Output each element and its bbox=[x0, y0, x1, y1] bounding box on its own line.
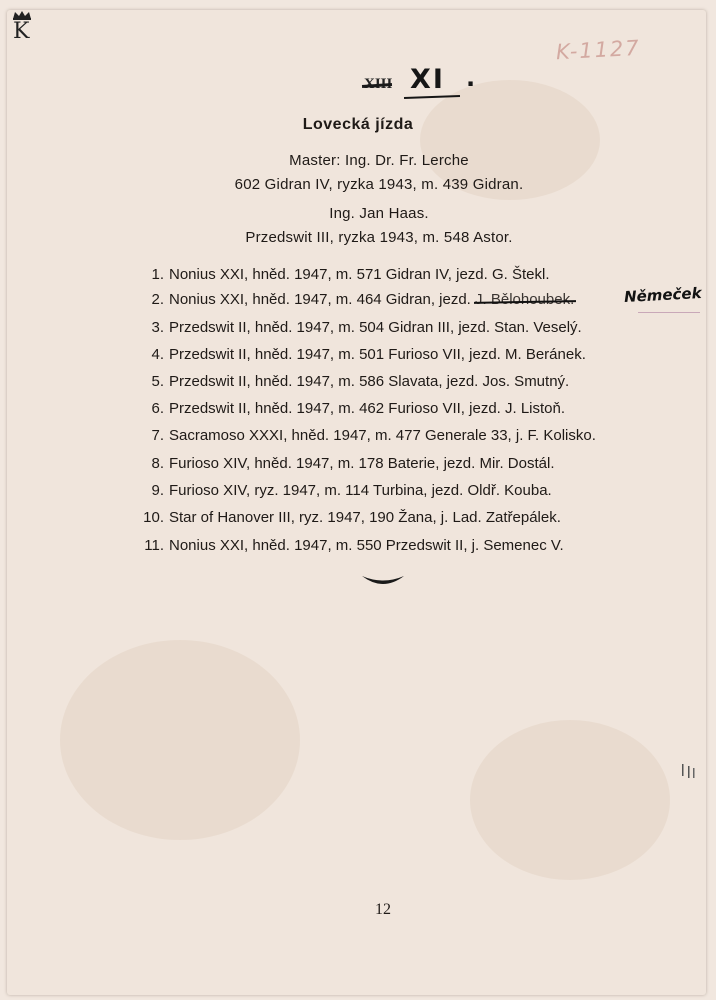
master-line: Master: Ing. Dr. Fr. Lerche bbox=[289, 152, 469, 169]
end-ornament-icon bbox=[360, 572, 406, 592]
entry-number: 3. bbox=[151, 319, 164, 336]
entry-number: 9. bbox=[151, 482, 164, 499]
margin-marks-icon bbox=[680, 762, 700, 782]
list-item bbox=[138, 507, 561, 529]
section-number-dot: . bbox=[466, 64, 476, 92]
page-title: Lovecká jízda bbox=[302, 116, 414, 133]
entry-number: 5. bbox=[151, 373, 164, 390]
list-item bbox=[138, 453, 554, 475]
list-item bbox=[138, 344, 586, 366]
collection-logo bbox=[11, 10, 33, 46]
entry-number: 7. bbox=[151, 427, 164, 444]
entry-number: 4. bbox=[151, 346, 164, 363]
entry-number: 10. bbox=[143, 509, 164, 526]
list-item bbox=[138, 264, 550, 286]
second-horse-line: Przedswit III, ryzka 1943, m. 548 Astor. bbox=[245, 229, 513, 246]
master-horse-line: 602 Gidran IV, ryzka 1943, m. 439 Gidran. bbox=[234, 176, 524, 193]
list-item bbox=[138, 317, 582, 339]
handwritten-section-number: XI bbox=[410, 64, 445, 95]
entry-text: Nonius XXI, hněd. 1947, m. 550 Przedswit II, j. Semenec V. bbox=[169, 537, 564, 554]
entry-text: Przedswit II, hněd. 1947, m. 504 Gidran III, jezd. Stan. Veselý. bbox=[169, 319, 582, 336]
entry-text: Furioso XIV, ryz. 1947, m. 114 Turbina, jezd. Oldř. Kouba. bbox=[169, 482, 552, 499]
paper-stain bbox=[470, 720, 670, 880]
struck-rider-name: J. Bělohoubek. bbox=[475, 291, 575, 308]
struck-section-number: XIII bbox=[364, 76, 393, 92]
entry-number: 11. bbox=[144, 537, 164, 554]
entry-number: 1. bbox=[151, 266, 164, 283]
page-number: 12 bbox=[375, 901, 391, 918]
entry-number: 6. bbox=[151, 400, 164, 417]
entry-text: Furioso XIV, hněd. 1947, m. 178 Baterie, jezd. Mir. Dostál. bbox=[169, 455, 555, 472]
list-item bbox=[138, 425, 596, 447]
entry-text: Przedswit II, hněd. 1947, m. 586 Slavata, jezd. Jos. Smutný. bbox=[169, 373, 570, 390]
logo-letter: K bbox=[13, 19, 30, 44]
entry-number: 8. bbox=[151, 455, 164, 472]
handwritten-correction: Němeček bbox=[623, 283, 702, 307]
entry-text: Sacramoso XXXI, hněd. 1947, m. 477 Generale 33, j. F. Kolisko. bbox=[169, 427, 596, 444]
entry-text: Star of Hanover III, ryz. 1947, 190 Žana, j. Lad. Zatřepálek. bbox=[169, 509, 561, 526]
entry-text: Przedswit II, hněd. 1947, m. 462 Furioso VII, jezd. J. Listoň. bbox=[169, 400, 566, 417]
archive-pencil-mark: K-1127 bbox=[555, 35, 642, 65]
list-item bbox=[138, 371, 569, 393]
entry-text: Nonius XXI, hněd. 1947, m. 464 Gidran, jezd. bbox=[169, 291, 476, 308]
list-item bbox=[138, 480, 552, 502]
paper-stain bbox=[60, 640, 300, 840]
second-rider-line: Ing. Jan Haas. bbox=[329, 205, 429, 222]
entry-text: Nonius XXI, hněd. 1947, m. 571 Gidran IV, jezd. G. Štekl. bbox=[169, 266, 550, 283]
list-item bbox=[138, 289, 574, 311]
section-number bbox=[364, 64, 474, 104]
correction-underline bbox=[638, 312, 700, 313]
list-item bbox=[138, 535, 564, 557]
entry-text: Przedswit II, hněd. 1947, m. 501 Furioso VII, jezd. M. Beránek. bbox=[169, 346, 586, 363]
list-item bbox=[138, 398, 565, 420]
entry-number: 2. bbox=[151, 291, 164, 308]
section-number-underline bbox=[404, 95, 460, 99]
